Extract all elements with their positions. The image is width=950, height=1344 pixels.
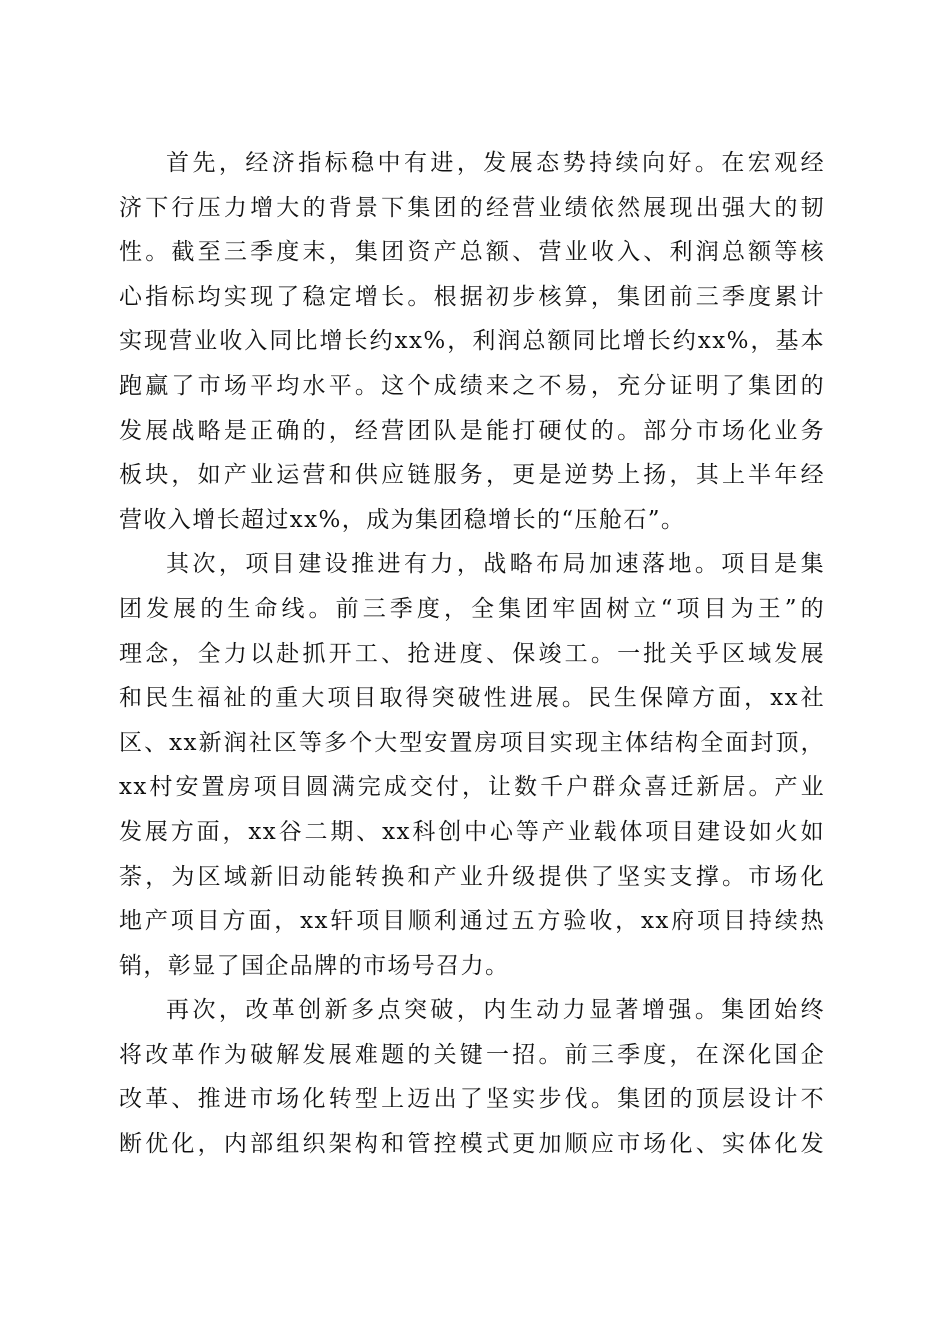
paragraph-2-line-5: 区、xx新润社区等多个大型安置房项目实现主体结构全面封顶，	[119, 729, 825, 756]
paragraph-2-line-1: 其次，项目建设推进有力，战略布局加速落地。项目是集	[166, 551, 825, 578]
paragraph-1-line-9: 营收入增长超过xx%，成为集团稳增长的“压舱石”。	[119, 506, 686, 533]
document-body	[119, 141, 825, 1167]
paragraph-1-line-5: 实现营业收入同比增长约xx%，利润总额同比增长约xx%，基本	[119, 328, 825, 355]
paragraph-1-line-8: 板块，如产业运营和供应链服务，更是逆势上扬，其上半年经	[119, 462, 825, 489]
paragraph-1-line-2: 济下行压力增大的背景下集团的经营业绩依然展现出强大的韧	[119, 194, 825, 221]
paragraph-2-line-6: xx村安置房项目圆满完成交付，让数千户群众喜迁新居。产业	[119, 774, 825, 801]
paragraph-2-line-10: 销，彰显了国企品牌的市场号召力。	[119, 952, 510, 979]
paragraph-1-line-6: 跑赢了市场平均水平。这个成绩来之不易，充分证明了集团的	[119, 372, 825, 399]
paragraph-1-line-3: 性。截至三季度末，集团资产总额、营业收入、利润总额等核	[119, 239, 825, 266]
paragraph-2-line-2: 团发展的生命线。前三季度，全集团牢固树立“项目为王”的	[119, 595, 825, 622]
paragraph-3-line-2: 将改革作为破解发展难题的关键一招。前三季度，在深化国企	[119, 1041, 825, 1068]
paragraph-1-line-7: 发展战略是正确的，经营团队是能打硬仗的。部分市场化业务	[119, 417, 825, 444]
paragraph-3-line-4: 断优化，内部组织架构和管控模式更加顺应市场化、实体化发	[119, 1131, 825, 1158]
paragraph-2-line-8: 荼，为区域新旧动能转换和产业升级提供了坚实支撑。市场化	[119, 863, 825, 890]
paragraph-2-line-7: 发展方面，xx谷二期、xx科创中心等产业载体项目建设如火如	[119, 818, 825, 845]
paragraph-2-line-3: 理念，全力以赴抓开工、抢进度、保竣工。一批关乎区域发展	[119, 640, 825, 667]
paragraph-1-line-4: 心指标均实现了稳定增长。根据初步核算，集团前三季度累计	[119, 283, 825, 310]
paragraph-2-line-4: 和民生福祉的重大项目取得突破性进展。民生保障方面，xx社	[119, 685, 825, 712]
paragraph-3-line-3: 改革、推进市场化转型上迈出了坚实步伐。集团的顶层设计不	[119, 1086, 825, 1113]
paragraph-2-line-9: 地产项目方面，xx轩项目顺利通过五方验收，xx府项目持续热	[119, 908, 825, 935]
paragraph-1-line-1: 首先，经济指标稳中有进，发展态势持续向好。在宏观经	[166, 150, 825, 176]
paragraph-3-line-1: 再次，改革创新多点突破，内生动力显著增强。集团始终	[166, 997, 825, 1024]
